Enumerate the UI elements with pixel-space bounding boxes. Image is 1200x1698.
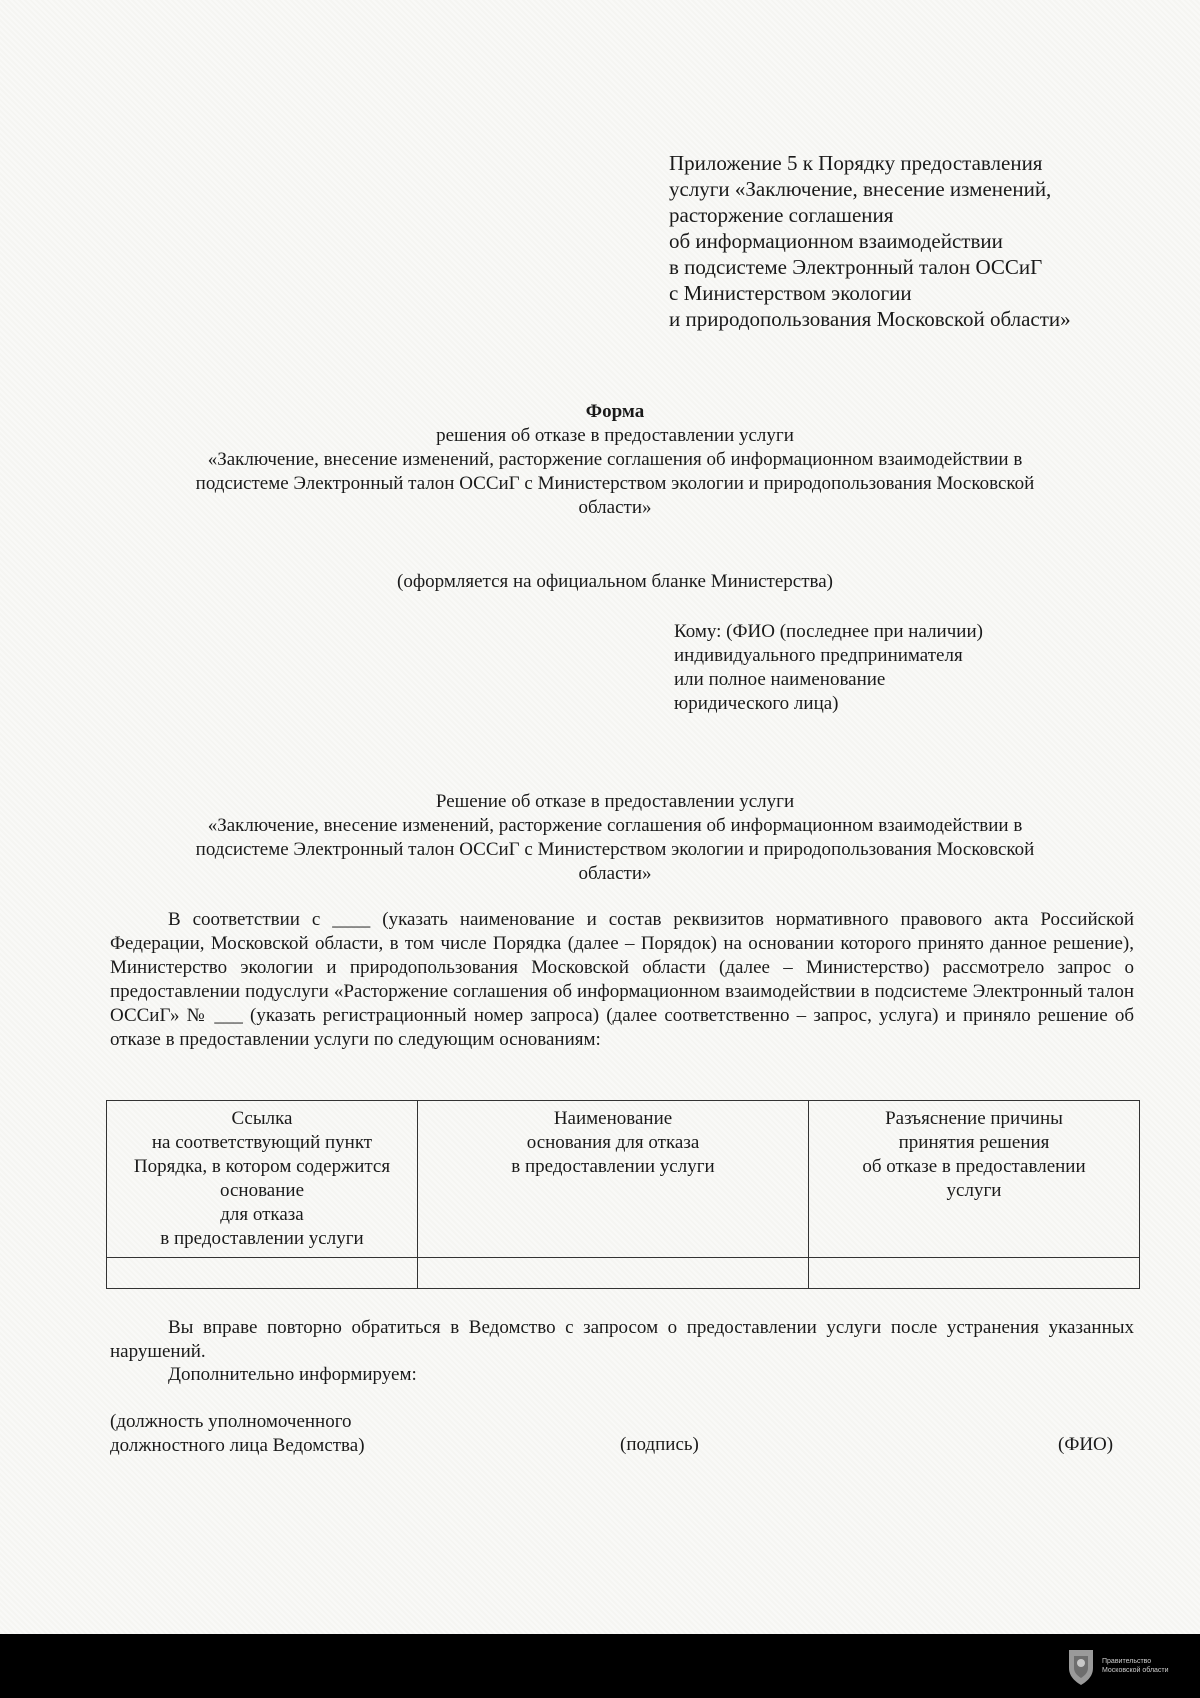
table-row [107,1258,1140,1289]
header-line: Наименование [553,1108,673,1129]
appendix-line: об информационном взаимодействии [669,229,1003,253]
header-line: об отказе в предоставлении [862,1156,1086,1177]
signatory-position-line: должностного лица Ведомства) [110,1435,365,1456]
recipient-line: Кому: (ФИО (последнее при наличии) [674,621,983,642]
reapply-text: Вы вправе повторно обратиться в Ведомство с запросом о предоставлении услуги после устранения указанных нарушений. [110,1317,1134,1362]
recipient-block [674,620,1094,716]
footer-bar [0,1634,1200,1698]
form-title-line: «Заключение, внесение изменений, расторжение соглашения об информационном взаимодействии в [207,449,1023,470]
decision-title-line: подсистеме Электронный талон ОССиГ с Министерством экологии и природопользования Московской [195,839,1035,860]
footer-logo-line: Московской области [1102,1667,1169,1674]
header-line: Разъяснение причины [885,1108,1063,1129]
form-title-block [130,400,1100,520]
blank-note: (оформляется на официальном бланке Министерства) [397,571,833,592]
appendix-line: с Министерством экологии [669,281,912,305]
table-cell [809,1258,1140,1289]
decision-title-line: «Заключение, внесение изменений, расторжение соглашения об информационном взаимодействии в [207,815,1023,836]
recipient-line: юридического лица) [674,693,839,714]
header-line: в предоставлении услуги [511,1156,715,1177]
form-heading: Форма [585,401,645,422]
appendix-note [669,150,1139,332]
header-line: основания для отказа [526,1132,700,1153]
decision-title-block [130,790,1100,886]
appendix-line: в подсистеме Электронный талон ОССиГ [669,255,1043,279]
appendix-line: расторжение соглашения [669,203,894,227]
header-line: Порядка, в котором содержится [133,1156,391,1177]
fio-placeholder: (ФИО) [1058,1434,1114,1455]
footer-logo [1066,1646,1169,1686]
footer-logo-line: Правительство [1102,1658,1152,1665]
coat-of-arms-icon [1066,1646,1096,1686]
header-line: для отказа [220,1204,304,1225]
recipient-line: индивидуального предпринимателя [674,645,963,666]
table-cell [107,1258,418,1289]
table-header-row [107,1101,1140,1258]
header-cell-explanation [809,1101,1140,1258]
header-cell-reference [107,1101,418,1258]
form-title-line: подсистеме Электронный талон ОССиГ с Министерством экологии и природопользования Московской [195,473,1035,494]
refusal-reasons-table [106,1100,1140,1289]
form-title-line: области» [578,497,652,518]
table-cell [418,1258,809,1289]
footer-logo-text [1102,1657,1169,1675]
recipient-line: или полное наименование [674,669,886,690]
header-line: Ссылка [231,1108,293,1129]
header-line: на соответствующий пункт [151,1132,373,1153]
appendix-line: услуги «Заключение, внесение изменений, [669,177,1052,201]
header-line: принятия решения [898,1132,1050,1153]
signatory-position [110,1410,365,1458]
appendix-line: и природопользования Московской области» [669,307,1071,331]
header-cell-reason-name [418,1101,809,1258]
header-line: услуги [946,1180,1002,1201]
signatory-position-line: (должность уполномоченного [110,1411,352,1432]
decision-title-line: Решение об отказе в предоставлении услуги [435,791,795,812]
additional-info-label: Дополнительно информируем: [168,1364,417,1385]
signature-placeholder: (подпись) [620,1434,699,1455]
header-line: в предоставлении услуги [160,1228,364,1249]
decision-body-text: В соответствии с ____ (указать наименование и состав реквизитов нормативного правового акта Российской Федерации, Московской области, в том числе Порядка (далее – Порядок) на основании которого принято данное решение), Министерство экологии и природопользования Московской области (далее – Министерство) рассмотрело запрос о предоставлении подуслуги «Расторжение соглашения об информационном взаимодействии в подсистеме Электронный талон ОССиГ» № ___ (указать регистрационный номер запроса) (далее соответственно – запрос, услуга) и приняло решение об отказе в предоставлении услуги по следующим основаниям: [110,909,1134,1050]
appendix-line: Приложение 5 к Порядку предоставления [669,151,1043,175]
header-line: основание [220,1180,304,1201]
form-title-line: решения об отказе в предоставлении услуги [436,425,794,446]
decision-title-line: области» [578,863,652,884]
